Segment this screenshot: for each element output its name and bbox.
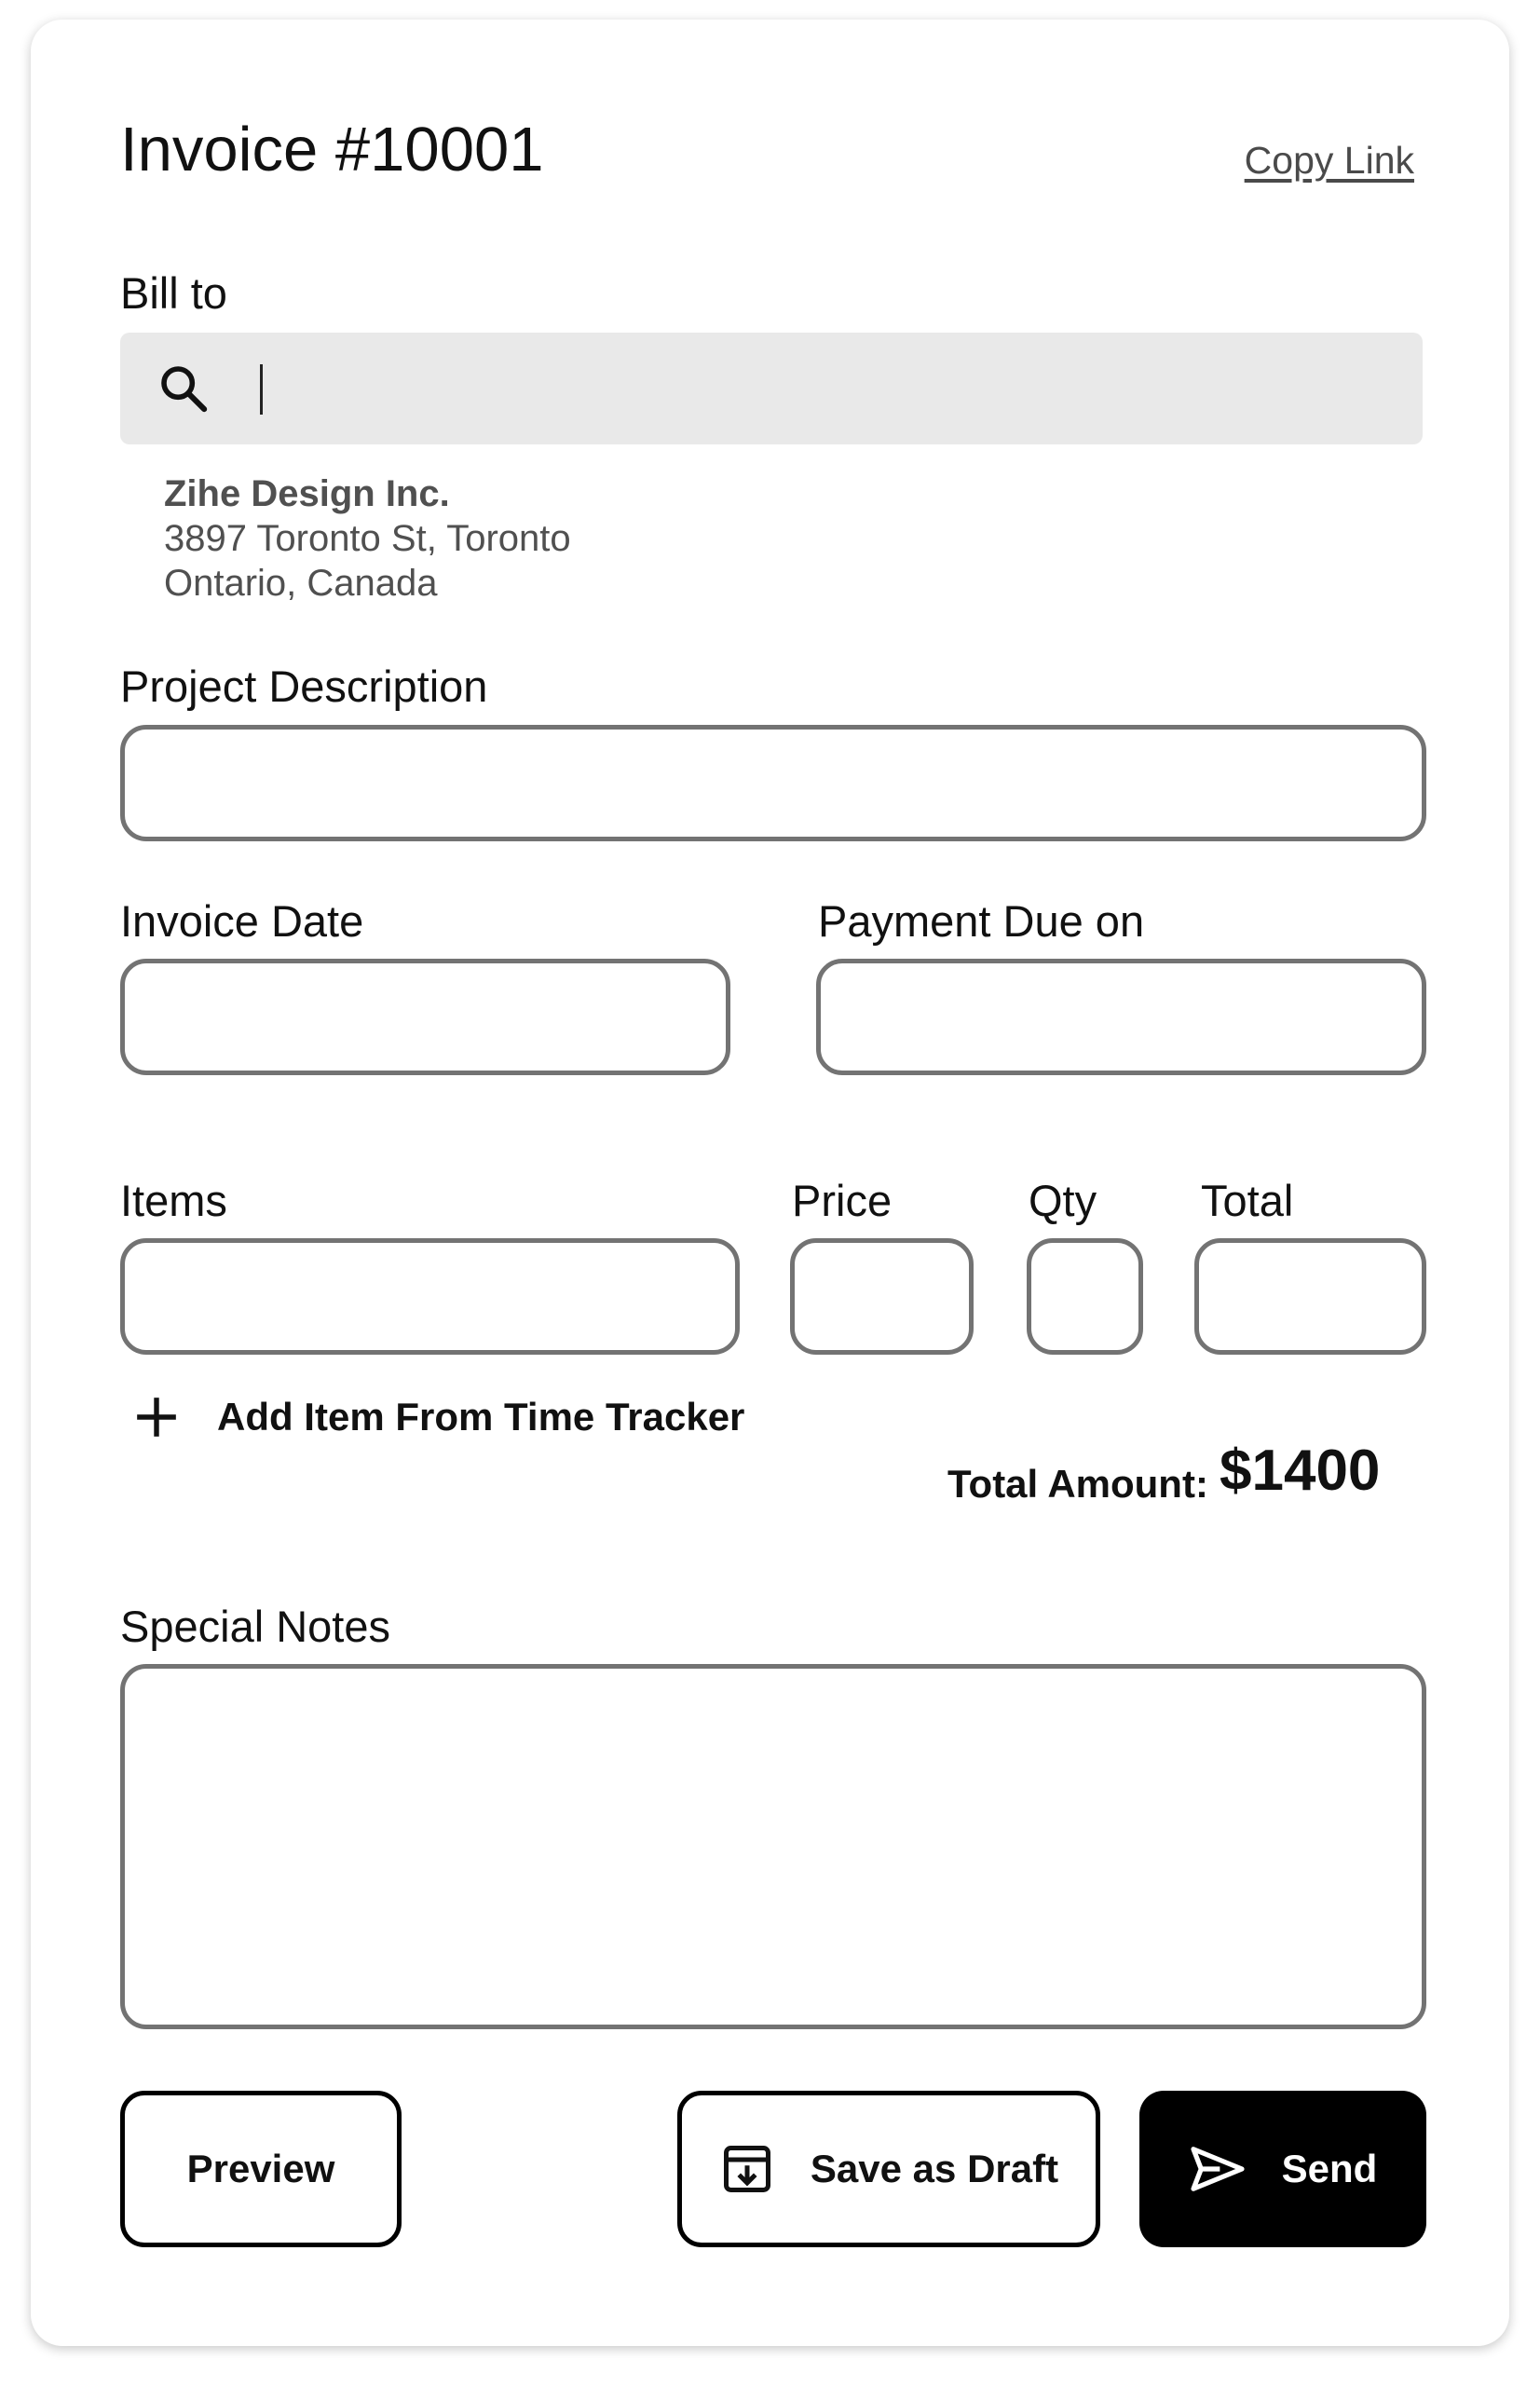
- items-label: Items: [120, 1176, 227, 1225]
- payment-due-input[interactable]: [816, 959, 1426, 1075]
- send-icon: [1189, 2145, 1247, 2193]
- qty-label: Qty: [1029, 1176, 1097, 1225]
- special-notes-textarea[interactable]: [120, 1664, 1426, 2029]
- bill-to-search-input[interactable]: [260, 349, 1382, 430]
- total-amount-value: $1400: [1220, 1439, 1381, 1503]
- save-as-draft-label: Save as Draft: [810, 2147, 1059, 2190]
- project-description-label: Project Description: [120, 662, 488, 711]
- item-total-input[interactable]: [1194, 1238, 1426, 1355]
- archive-download-icon: [719, 2141, 775, 2197]
- price-label: Price: [792, 1176, 893, 1225]
- add-item-label: Add Item From Time Tracker: [217, 1395, 745, 1439]
- item-qty-input[interactable]: [1027, 1238, 1143, 1355]
- item-price-input[interactable]: [790, 1238, 974, 1355]
- invoice-date-input[interactable]: [120, 959, 730, 1075]
- client-address-line1: 3897 Toronto St, Toronto: [164, 518, 571, 559]
- client-name: Zihe Design Inc.: [164, 473, 450, 514]
- save-as-draft-button[interactable]: [677, 2091, 1100, 2247]
- client-address-line2: Ontario, Canada: [164, 563, 438, 604]
- bill-to-label: Bill to: [120, 268, 227, 318]
- text-caret: [260, 364, 263, 415]
- bill-to-search-bar[interactable]: [120, 333, 1423, 444]
- invoice-date-label: Invoice Date: [120, 896, 364, 946]
- plus-icon: [133, 1394, 180, 1440]
- client-address[interactable]: [164, 471, 571, 606]
- total-label: Total: [1201, 1176, 1294, 1225]
- special-notes-label: Special Notes: [120, 1602, 390, 1651]
- copy-link[interactable]: Copy Link: [1244, 139, 1414, 182]
- project-description-input[interactable]: [120, 725, 1426, 841]
- search-icon: [157, 362, 210, 415]
- item-name-input[interactable]: [120, 1238, 740, 1355]
- total-amount-label: Total Amount:: [947, 1462, 1208, 1506]
- preview-button-label: Preview: [186, 2147, 335, 2190]
- send-button-label: Send: [1281, 2147, 1378, 2190]
- preview-button[interactable]: [120, 2091, 402, 2247]
- add-item-from-time-tracker-button[interactable]: [133, 1384, 744, 1450]
- page-title: Invoice #10001: [120, 115, 544, 184]
- invoice-card: [31, 20, 1509, 2346]
- send-button[interactable]: [1139, 2091, 1426, 2247]
- payment-due-label: Payment Due on: [818, 896, 1145, 946]
